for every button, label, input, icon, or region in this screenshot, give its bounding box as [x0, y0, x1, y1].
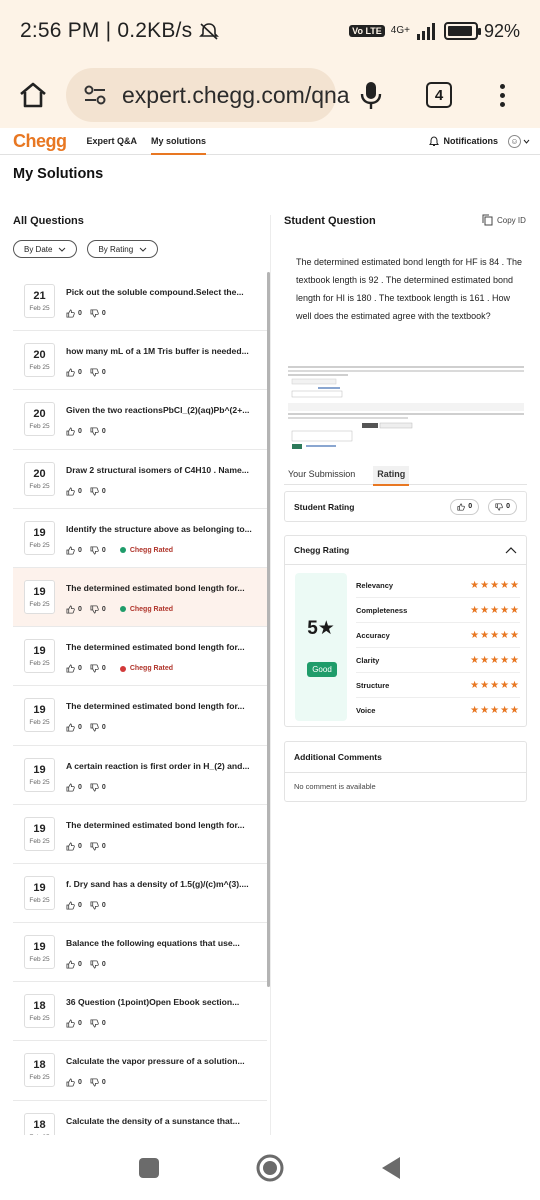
question-title: Identify the structure above as belonging to...: [66, 523, 252, 534]
rating-metric-row: [356, 598, 520, 623]
upvote-value: 0: [78, 724, 82, 732]
rated-label: Chegg Rated: [129, 605, 173, 613]
upvote-count: [66, 960, 82, 969]
question-month: Feb 25: [29, 541, 50, 549]
thumbs-up-icon: [66, 487, 75, 496]
thumbs-up-icon: [66, 1078, 75, 1087]
question-month: Feb 25: [29, 896, 50, 904]
question-list-item[interactable]: [13, 864, 267, 923]
question-day: 18: [33, 1118, 46, 1131]
network-type: 4G+: [390, 25, 410, 36]
notifications-label: Notifications: [443, 136, 498, 146]
downvote-count: [90, 901, 106, 910]
metric-name: Completeness: [356, 605, 408, 615]
tab-rating[interactable]: Rating: [373, 466, 409, 485]
question-date: [24, 402, 55, 436]
rating-metric-row: [356, 673, 520, 698]
downvote-count: [90, 1019, 106, 1028]
question-month: Feb 25: [29, 482, 50, 490]
question-meta: [66, 664, 173, 673]
thumbs-up-count[interactable]: [450, 499, 479, 515]
star-rating: ★★★★★: [470, 629, 520, 641]
thumbs-down-icon: [90, 487, 99, 496]
menu-dot: [500, 102, 505, 107]
upvote-count: [66, 783, 82, 792]
downvote-value: 0: [101, 1020, 106, 1028]
upvote-count: [66, 723, 82, 732]
thumbs-up-value: 0: [468, 503, 473, 510]
downvote-count: [90, 546, 106, 555]
thumbs-up-icon: [66, 723, 75, 732]
thumbs-down-icon: [90, 309, 99, 318]
question-date: [24, 1053, 55, 1087]
menu-dot: [500, 93, 505, 98]
question-meta: [66, 901, 106, 910]
home-circle-button[interactable]: [255, 1153, 285, 1183]
rating-metric-row: [356, 698, 520, 723]
question-meta: [66, 960, 106, 969]
question-title: The determined estimated bond length for...: [66, 582, 245, 593]
nav-my-solutions[interactable]: My solutions: [151, 128, 206, 155]
student-votes: [450, 499, 526, 515]
question-month: Feb 25: [29, 1015, 50, 1023]
upvote-count: [66, 664, 82, 673]
downvote-value: 0: [101, 428, 106, 436]
question-list: [13, 272, 267, 1134]
home-icon: [18, 81, 48, 109]
question-date: [24, 698, 55, 732]
question-title: how many mL of a 1M Tris buffer is needed...: [66, 346, 249, 357]
question-meta: [66, 783, 106, 792]
thumbs-down-icon: [90, 1078, 99, 1087]
question-list-item[interactable]: [13, 627, 267, 686]
browser-toolbar: [0, 62, 540, 128]
mute-icon: [198, 21, 220, 41]
star-rating: ★★★★★: [470, 604, 520, 616]
rated-status-dot: [120, 547, 126, 553]
copy-id-label: Copy ID: [497, 215, 526, 225]
question-title: Draw 2 structural isomers of C4H10 . Name...: [66, 464, 249, 475]
filter-label: By Date: [24, 244, 53, 254]
upvote-value: 0: [78, 546, 82, 554]
comments-body: No comment is available: [294, 782, 376, 791]
chegg-rated-badge: [120, 606, 173, 613]
downvote-value: 0: [101, 369, 106, 377]
downvote-count: [90, 309, 106, 318]
question-day: 21: [33, 290, 46, 302]
upvote-count: [66, 1019, 82, 1028]
downvote-value: 0: [101, 961, 106, 969]
tab-count: 4: [426, 82, 452, 108]
downvote-value: 0: [101, 665, 106, 673]
upvote-count: [66, 309, 82, 318]
question-title: Calculate the vapor pressure of a solution...: [66, 1056, 245, 1067]
browser-menu-button[interactable]: [472, 84, 532, 107]
metric-name: Relevancy: [356, 580, 394, 590]
notifications-button[interactable]: [429, 136, 498, 147]
question-date: [24, 343, 55, 377]
question-month: Feb 25: [29, 423, 50, 431]
question-month: Feb 25: [29, 660, 50, 668]
thumbs-down-icon: [90, 368, 99, 377]
upvote-value: 0: [78, 605, 82, 613]
volte-icon: Vo LTE: [349, 25, 385, 37]
question-date: [24, 876, 55, 910]
downvote-count: [90, 605, 106, 614]
comments-heading: Additional Comments: [285, 742, 526, 773]
chegg-rated-badge: [120, 547, 173, 554]
nav-expert-qa[interactable]: Expert Q&A: [86, 136, 138, 146]
question-day: 19: [33, 704, 46, 717]
filter-label: By Rating: [98, 244, 134, 254]
chegg-rating-card: [284, 535, 527, 727]
thumbs-up-icon: [66, 605, 75, 614]
recents-button[interactable]: [138, 1157, 160, 1179]
question-date: [24, 639, 55, 673]
rated-label: Chegg Rated: [129, 665, 173, 673]
all-questions-heading: All Questions: [13, 215, 84, 227]
downvote-count: [90, 783, 106, 792]
question-day: 20: [33, 408, 46, 421]
thumbs-down-icon: [90, 605, 99, 614]
question-day: 20: [33, 349, 46, 362]
overall-score: 5★: [307, 618, 335, 639]
downvote-value: 0: [101, 724, 106, 732]
question-month: Feb 25: [29, 719, 50, 727]
thumbs-up-icon: [457, 503, 465, 511]
question-month: Feb 25: [29, 364, 50, 372]
chegg-rated-badge: [120, 665, 173, 672]
question-list-item[interactable]: [13, 568, 267, 627]
thumbs-down-icon: [495, 503, 503, 511]
thumbs-down-icon: [90, 1019, 99, 1028]
question-meta: [66, 368, 106, 377]
rated-status-dot: [120, 666, 126, 672]
downvote-value: 0: [101, 842, 106, 850]
question-title: A certain reaction is first order in H_(2) and...: [66, 760, 250, 771]
upvote-count: [66, 842, 82, 851]
question-list-item[interactable]: [13, 805, 267, 864]
thumbs-down-icon: [90, 842, 99, 851]
star-rating: ★★★★★: [470, 679, 520, 691]
thumbs-down-icon: [90, 783, 99, 792]
bell-icon: [429, 136, 439, 147]
address-bar[interactable]: [66, 68, 350, 122]
thumbs-down-icon: [90, 723, 99, 732]
thumbs-down-count[interactable]: [488, 499, 517, 515]
question-day: 18: [33, 1000, 46, 1013]
avatar-icon: ☺: [508, 135, 521, 148]
home-button[interactable]: [0, 62, 66, 128]
question-day: 19: [33, 585, 46, 598]
thumbs-down-icon: [90, 427, 99, 436]
question-list-item[interactable]: [13, 1041, 267, 1100]
thumbs-up-icon: [66, 901, 75, 910]
thumbs-down-value: 0: [506, 503, 510, 510]
question-title: Pick out the soluble compound.Select the...: [66, 287, 244, 297]
question-meta: [66, 546, 173, 555]
metric-name: Clarity: [356, 655, 380, 665]
url-text: expert.chegg.com/qna: [122, 81, 350, 108]
upvote-count: [66, 546, 82, 555]
downvote-value: 0: [101, 783, 106, 791]
question-meta: [66, 842, 106, 851]
thumbs-down-icon: [90, 960, 99, 969]
upvote-count: [66, 1078, 82, 1087]
pane-divider: [270, 215, 271, 1135]
question-month: Feb 25: [29, 600, 50, 608]
chevron-down-icon: [58, 247, 66, 252]
tab-your-submission[interactable]: Your Submission: [288, 469, 356, 479]
question-day: 18: [33, 1059, 46, 1072]
battery-fill: [448, 26, 472, 36]
star-rating: ★★★★★: [470, 579, 520, 591]
question-date: [24, 580, 55, 614]
question-list-item[interactable]: [13, 450, 267, 509]
rated-label: Chegg Rated: [129, 546, 173, 554]
status-bar: [0, 0, 540, 62]
downvote-value: 0: [101, 605, 106, 613]
chevron-down-icon: [139, 247, 147, 252]
chevron-up-icon[interactable]: [505, 546, 517, 554]
rating-metric-row: [356, 573, 520, 598]
question-meta: [66, 309, 106, 318]
downvote-value: 0: [101, 310, 106, 317]
site-settings-icon[interactable]: [82, 82, 108, 108]
question-day: 19: [33, 822, 46, 835]
upvote-count: [66, 901, 82, 910]
question-title: The determined estimated bond length for...: [66, 819, 245, 830]
chevron-down-icon: [523, 139, 530, 144]
answer-tabs: [284, 466, 527, 485]
student-rating-label: Student Rating: [294, 501, 355, 512]
tabs-button[interactable]: [406, 82, 472, 108]
downvote-count: [90, 368, 106, 377]
question-date: [24, 462, 55, 496]
thumbs-up-icon: [66, 427, 75, 436]
upvote-value: 0: [78, 961, 82, 969]
question-meta: [66, 487, 106, 496]
question-title: Calculate the density of a sunstance that...: [66, 1115, 240, 1126]
upvote-value: 0: [78, 428, 82, 436]
account-menu[interactable]: [508, 135, 530, 148]
rating-metric-row: [356, 648, 520, 673]
thumbs-up-icon: [66, 368, 75, 377]
upvote-value: 0: [78, 310, 82, 317]
question-day: 19: [33, 526, 46, 539]
battery-percent: 92%: [483, 20, 520, 41]
rating-metric-row: [356, 623, 520, 648]
question-day: 20: [33, 467, 46, 480]
metric-name: Structure: [356, 680, 390, 690]
question-day: 19: [33, 645, 46, 658]
upvote-value: 0: [78, 369, 82, 377]
downvote-value: 0: [101, 901, 106, 909]
question-month: Feb 25: [29, 1074, 50, 1082]
copy-icon: [482, 214, 493, 226]
score-badge: Good: [307, 662, 337, 677]
downvote-count: [90, 842, 106, 851]
upvote-value: 0: [78, 665, 82, 673]
question-title: Given the two reactionsPbCl_(2)(aq)Pb^(2+...: [66, 405, 250, 416]
thumbs-up-icon: [66, 664, 75, 673]
thumbs-up-icon: [66, 546, 75, 555]
status-right: [349, 21, 520, 42]
thumbs-down-icon: [90, 664, 99, 673]
question-text: The determined estimated bond length for HF is 84 . The textbook length is 92 . The determined estimated bond length for HI is 180 . The textbook length is 161 . How well does the estimated agree with the textbook?: [296, 257, 522, 321]
downvote-count: [90, 723, 106, 732]
question-meta: [66, 723, 106, 732]
upvote-count: [66, 368, 82, 377]
battery-icon: [444, 22, 478, 40]
thumbs-down-icon: [90, 901, 99, 910]
thumbs-up-icon: [66, 960, 75, 969]
question-date: [24, 994, 55, 1028]
site-header: [0, 128, 540, 155]
question-title: The determined estimated bond length for...: [66, 642, 245, 653]
question-title: f. Dry sand has a density of 1.5(g)/(c)m^(3)....: [66, 878, 249, 889]
question-month: Feb 25: [29, 956, 50, 964]
signal-icon: [416, 22, 438, 40]
student-rating-card: [284, 491, 527, 522]
menu-dot: [500, 84, 505, 89]
star-rating: ★★★★★: [470, 654, 520, 666]
upvote-count: [66, 427, 82, 436]
question-date: [24, 935, 55, 969]
filter-by-date[interactable]: [13, 240, 77, 258]
question-list-item[interactable]: [13, 923, 267, 982]
downvote-value: 0: [101, 1079, 106, 1087]
question-day: 19: [33, 941, 46, 954]
rated-status-dot: [120, 606, 126, 612]
question-date: [24, 284, 55, 318]
downvote-count: [90, 1078, 106, 1087]
question-date: [24, 521, 55, 555]
back-button[interactable]: [380, 1156, 402, 1180]
additional-comments-card: [284, 741, 527, 802]
thumbs-up-icon: [66, 309, 75, 318]
question-title: Balance the following equations that use...: [66, 938, 240, 949]
question-day: 19: [33, 763, 46, 776]
upvote-value: 0: [78, 1020, 82, 1028]
answer-preview-image: [288, 366, 524, 452]
question-list-item[interactable]: [13, 390, 267, 449]
star-rating: ★★★★★: [470, 705, 520, 716]
copy-id-button[interactable]: [482, 214, 526, 226]
question-list-item[interactable]: [13, 272, 267, 331]
question-day: 19: [33, 881, 46, 894]
downvote-count: [90, 427, 106, 436]
thumbs-down-icon: [90, 546, 99, 555]
page-title: My Solutions: [13, 166, 104, 182]
upvote-value: 0: [78, 901, 82, 909]
upvote-count: [66, 605, 82, 614]
thumbs-up-icon: [66, 1019, 75, 1028]
thumbs-up-icon: [66, 842, 75, 851]
question-list-item[interactable]: [13, 509, 267, 568]
overall-score-box: [295, 573, 347, 721]
upvote-value: 0: [78, 783, 82, 791]
downvote-count: [90, 664, 106, 673]
student-question-heading: Student Question: [284, 215, 376, 227]
chegg-rating-header[interactable]: [285, 536, 526, 565]
chegg-logo[interactable]: Chegg: [13, 130, 67, 151]
question-meta: [66, 605, 173, 614]
question-title: 36 Question (1point)Open Ebook section...: [66, 997, 240, 1008]
question-meta: [66, 1019, 106, 1028]
question-month: Feb 25: [29, 305, 50, 312]
system-navigation-bar: [0, 1135, 540, 1200]
question-date: [24, 758, 55, 792]
question-month: Feb 25: [29, 778, 50, 786]
upvote-value: 0: [78, 842, 82, 850]
question-month: Feb 25: [29, 837, 50, 845]
filter-bar: [13, 240, 158, 258]
upvote-count: [66, 487, 82, 496]
question-list-item[interactable]: [13, 331, 267, 390]
downvote-count: [90, 960, 106, 969]
upvote-value: 0: [78, 487, 82, 495]
header-right: [429, 135, 540, 148]
downvote-count: [90, 487, 106, 496]
question-list-item[interactable]: [13, 686, 267, 745]
metric-name: Accuracy: [356, 630, 390, 640]
question-meta: [66, 1078, 106, 1087]
question-list-scrollbar[interactable]: [267, 272, 270, 987]
status-time: 2:56 PM | 0.2KB/s: [20, 19, 193, 42]
downvote-value: 0: [101, 546, 106, 554]
metric-name: Voice: [356, 706, 376, 715]
upvote-value: 0: [78, 1079, 82, 1087]
thumbs-up-icon: [66, 783, 75, 792]
question-meta: [66, 427, 106, 436]
question-date: [24, 817, 55, 851]
question-list-item[interactable]: [13, 982, 267, 1041]
chegg-rating-label: Chegg Rating: [294, 545, 350, 555]
filter-by-rating[interactable]: [87, 240, 158, 258]
rating-metrics: [356, 573, 520, 723]
downvote-value: 0: [101, 487, 106, 495]
question-list-item[interactable]: [13, 746, 267, 805]
microphone-icon: [360, 80, 382, 110]
question-title: The determined estimated bond length for...: [66, 701, 245, 712]
voice-search-button[interactable]: [336, 62, 406, 128]
